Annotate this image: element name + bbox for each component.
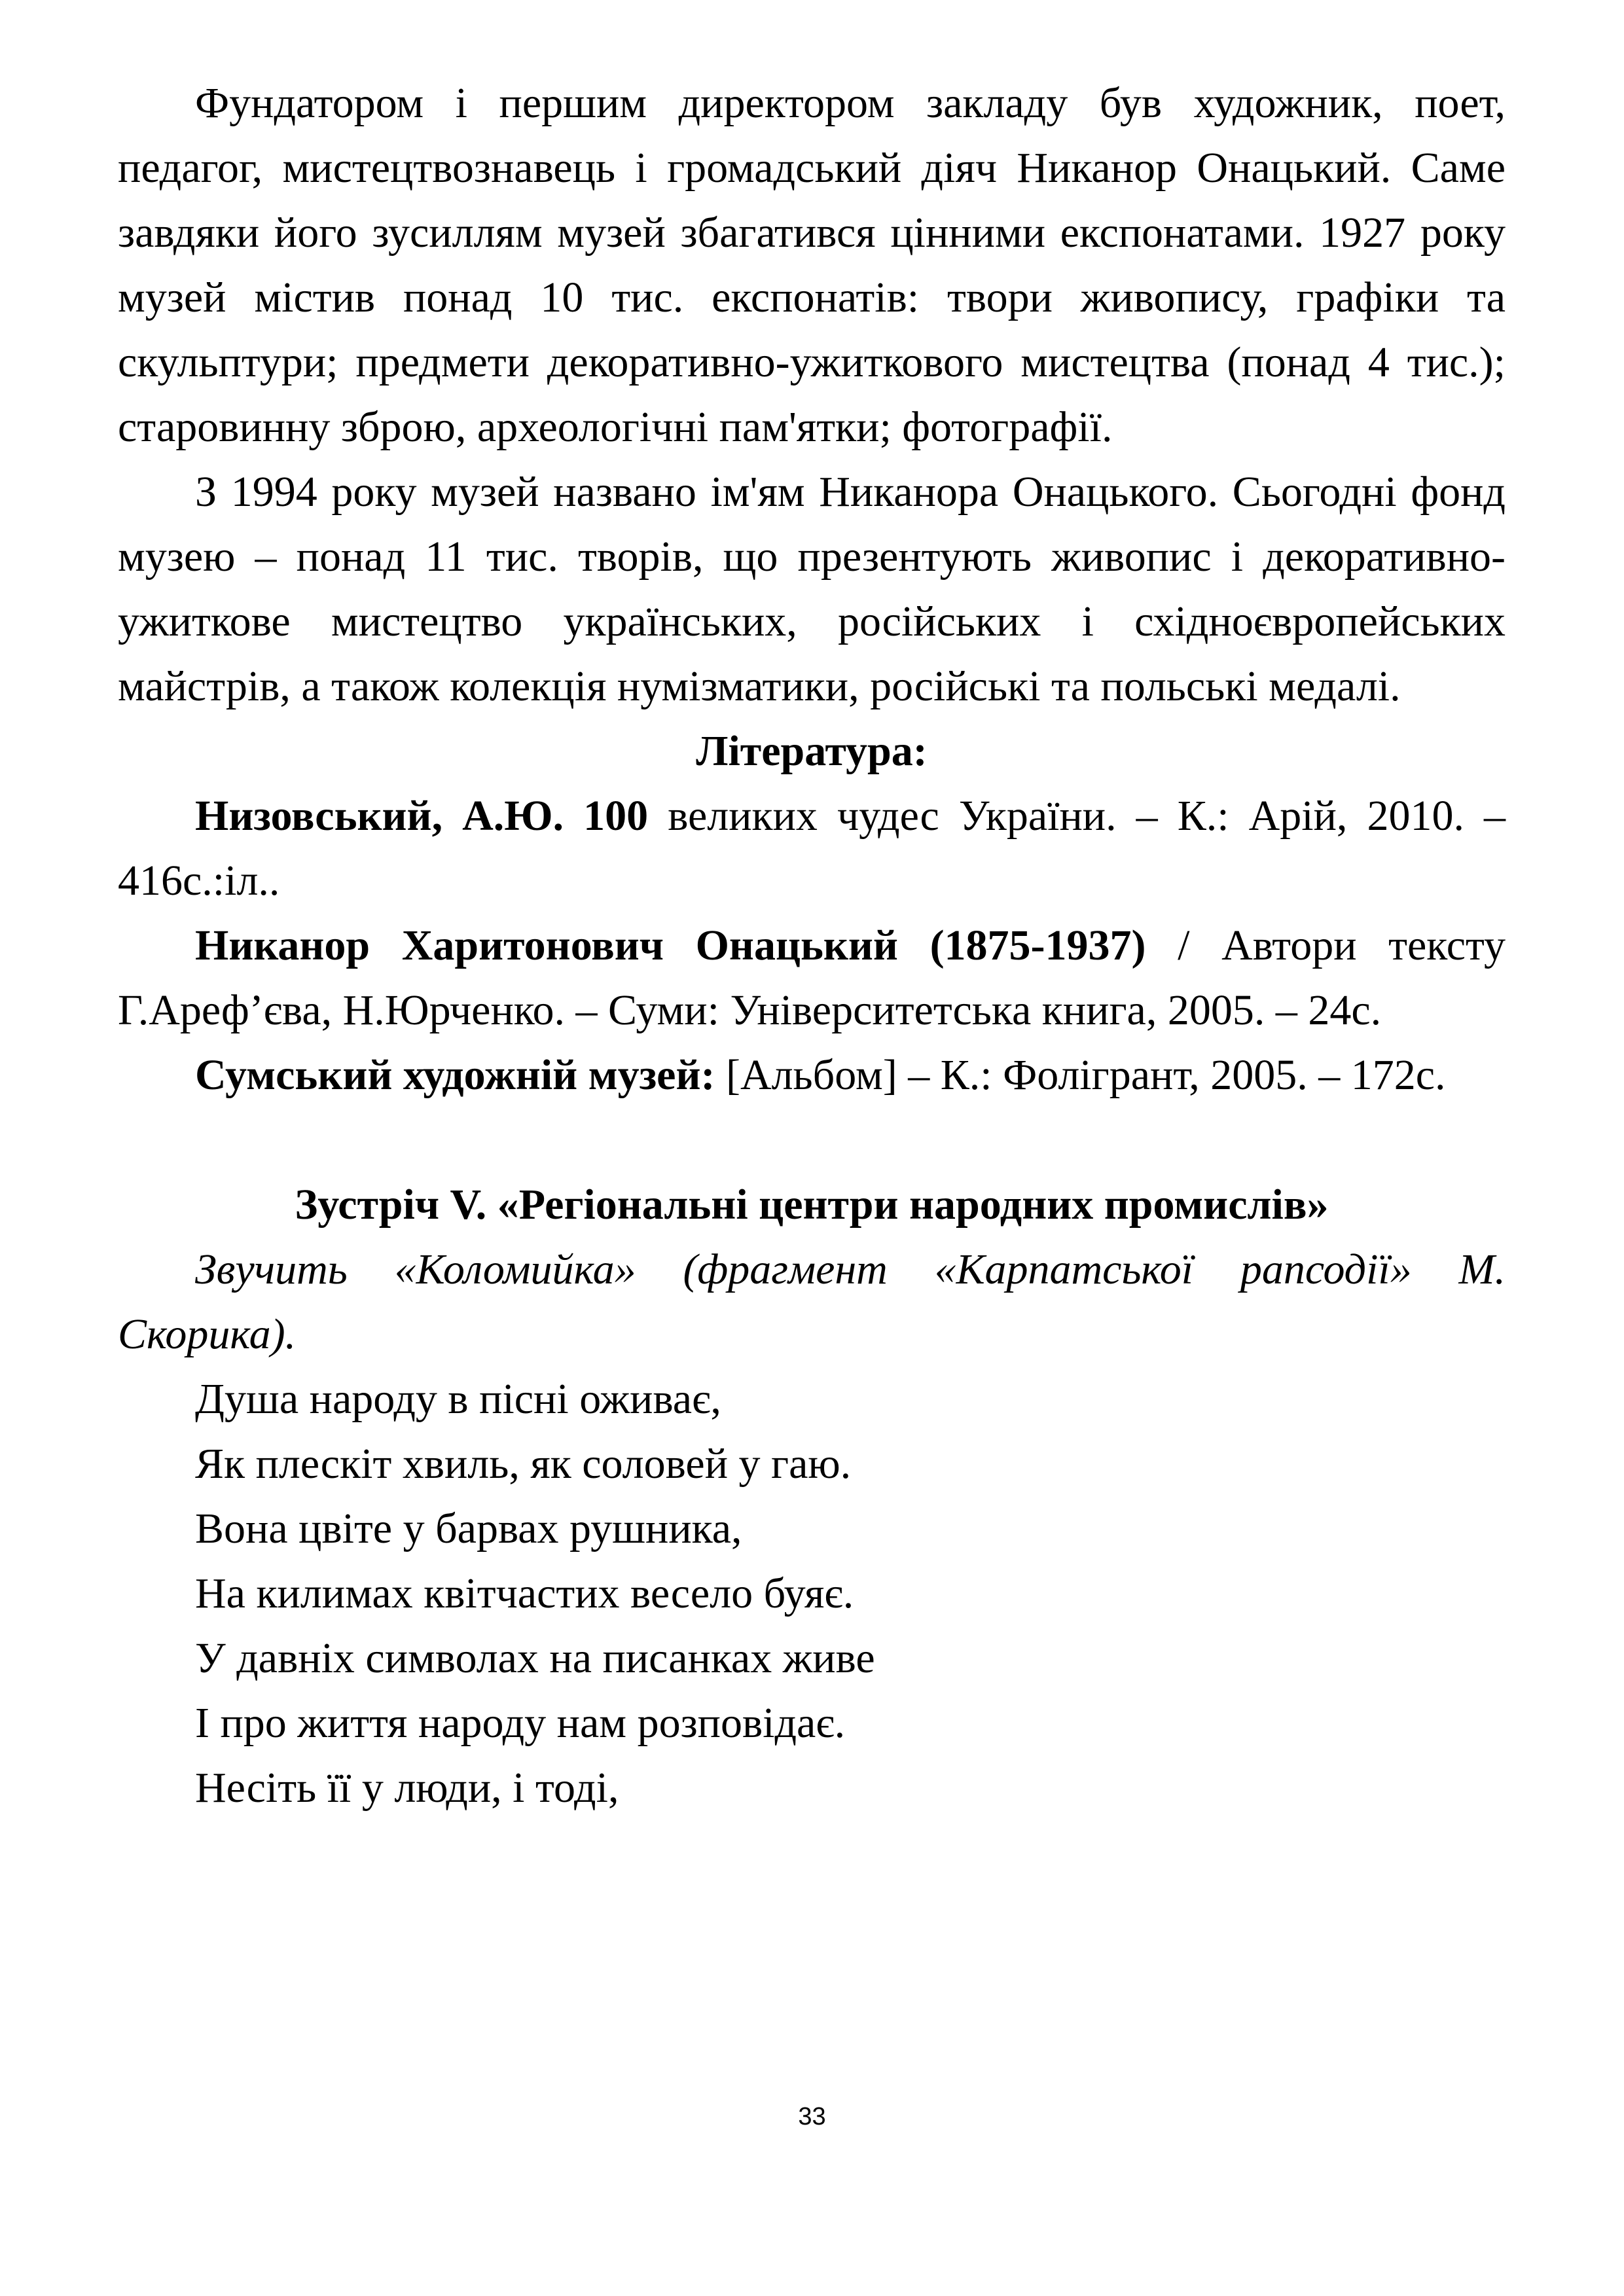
literature-heading: Література: [696,727,928,775]
document-page [118,71,1506,1820]
literature-entry-author: Никанор Харитонович Онацький (1875-1937) [195,922,1146,969]
verse-line: Несіть її у люди, і тоді, [195,1764,619,1812]
verse-line: І про життя народу нам розповідає. [195,1699,846,1747]
verse-line: На килимах квітчастих весело буяє. [195,1570,854,1617]
body-paragraph: Фундатором і першим директором закладу був художник, поет, педагог, мистецтвознавець і громадський діяч Никанор Онацький. Саме завдяки його зусиллям музей збагатився цінними експонатами. 1927 року музей містив понад 10 тис. експонатів: твори живопису, графіки та скульптури; предмети декоративно-ужиткового мистецтва (понад 4 тис.); старовинну зброю, археологічні пам'ятки; фотографії. [118,79,1506,451]
literature-entry [118,1043,1506,1107]
verse-line: У давніх символах на писанках живе [195,1634,875,1682]
verse-line: Як плескіт хвиль, як соловей у гаю. [195,1440,852,1488]
body-paragraph: З 1994 року музей названо ім'ям Никанора Онацького. Сьогодні фонд музею – понад 11 тис. творів, що презентують живопис і декоративно-ужиткове мистецтво українських, російських і східноєвропейських майстрів, а також колекція нумізматики, російські та польські медалі. [118,468,1506,710]
literature-entry-author: Сумський художній музей: [195,1051,715,1099]
verse-line: Вона цвіте у барвах рушника, [195,1505,742,1552]
poem-verse [118,1367,1506,1820]
literature-entry-details: великих чудес України. – К.: Арій, 2010. – 416с.:іл.. [118,792,1506,905]
verse-line: Душа народу в пісні оживає, [195,1375,721,1423]
music-note: Звучить «Коломийка» (фрагмент «Карпатської рапсодії» М. Скорика). [118,1246,1506,1358]
section-spacer [118,1107,1506,1172]
section-title: Зустріч V. «Регіональні центри народних промислів» [295,1181,1329,1229]
page-number: 33 [798,2103,826,2130]
literature-entry-details: / Автори тексту Г.Ареф’єва, Н.Юрченко. – Суми: Університетська книга, 2005. – 24с. [118,922,1506,1034]
literature-entry [118,783,1506,913]
literature-entry-details: [Альбом] – К.: Фолігрант, 2005. – 172с. [715,1051,1446,1099]
literature-entry-author: Низовський, А.Ю. 100 [195,792,649,840]
literature-entry [118,913,1506,1043]
